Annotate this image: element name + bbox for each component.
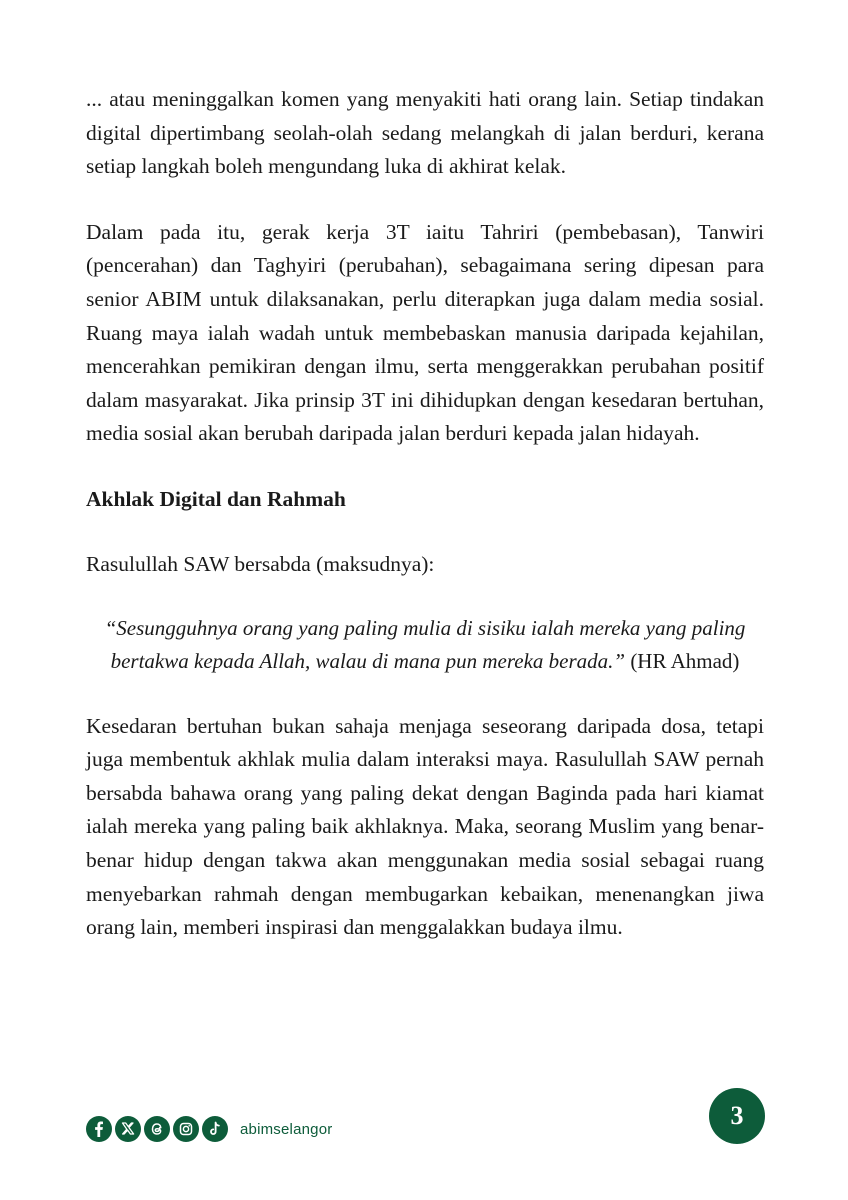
- threads-icon[interactable]: [144, 1116, 170, 1142]
- hadith-quote-text: “Sesungguhnya orang yang paling mulia di sisiku ialah mereka yang paling bertakwa kepada Allah, walau di mana pun mereka berada.”: [104, 615, 746, 674]
- instagram-icon[interactable]: [173, 1116, 199, 1142]
- paragraph-2: Dalam pada itu, gerak kerja 3T iaitu Tahriri (pembebasan), Tanwiri (pencerahan) dan Taghyiri (perubahan), sebagaimana sering dipesan para senior ABIM untuk dilaksanakan, perlu diterapkan juga dalam media sosial. Ruang maya ialah wadah untuk membebaskan manusia daripada kejahilan, mencerahkan pemikiran dengan ilmu, serta menggerakkan perubahan positif dalam masyarakat. Jika prinsip 3T ini dihidupkan dengan kesedaran bertuhan, media sosial akan berubah daripada jalan berduri kepada jalan hidayah.: [86, 219, 764, 446]
- social-handle[interactable]: abimselangor: [240, 1120, 333, 1138]
- page-number-badge: 3: [709, 1088, 765, 1144]
- article-body: [86, 83, 764, 945]
- paragraph-1: ... atau meninggalkan komen yang menyakiti hati orang lain. Setiap tindakan digital dipertimbang seolah-olah sedang melangkah di jalan berduri, kerana setiap langkah boleh mengundang luka di akhirat kelak.: [86, 87, 764, 179]
- section-heading: Akhlak Digital dan Rahmah: [86, 486, 346, 511]
- x-icon[interactable]: [115, 1116, 141, 1142]
- paragraph-3: Kesedaran bertuhan bukan sahaja menjaga seseorang daripada dosa, tetapi juga membentuk akhlak mulia dalam interaksi maya. Rasulullah SAW pernah bersabda bahawa orang yang paling dekat dengan Baginda pada hari kiamat ialah mereka yang paling baik akhlaknya. Maka, seorang Muslim yang benar-benar hidup dengan takwa akan menggunakan media sosial sebagai ruang menyebarkan rahmah dengan membugarkan kebaikan, menenangkan jiwa orang lain, memberi inspirasi dan menggalakkan budaya ilmu.: [86, 713, 764, 940]
- social-links: [86, 1114, 332, 1144]
- hadith-intro: Rasulullah SAW bersabda (maksudnya):: [86, 551, 435, 576]
- tiktok-icon[interactable]: [202, 1116, 228, 1142]
- facebook-icon[interactable]: [86, 1116, 112, 1142]
- hadith-source: (HR Ahmad): [630, 649, 740, 674]
- hadith-quote: [86, 612, 764, 679]
